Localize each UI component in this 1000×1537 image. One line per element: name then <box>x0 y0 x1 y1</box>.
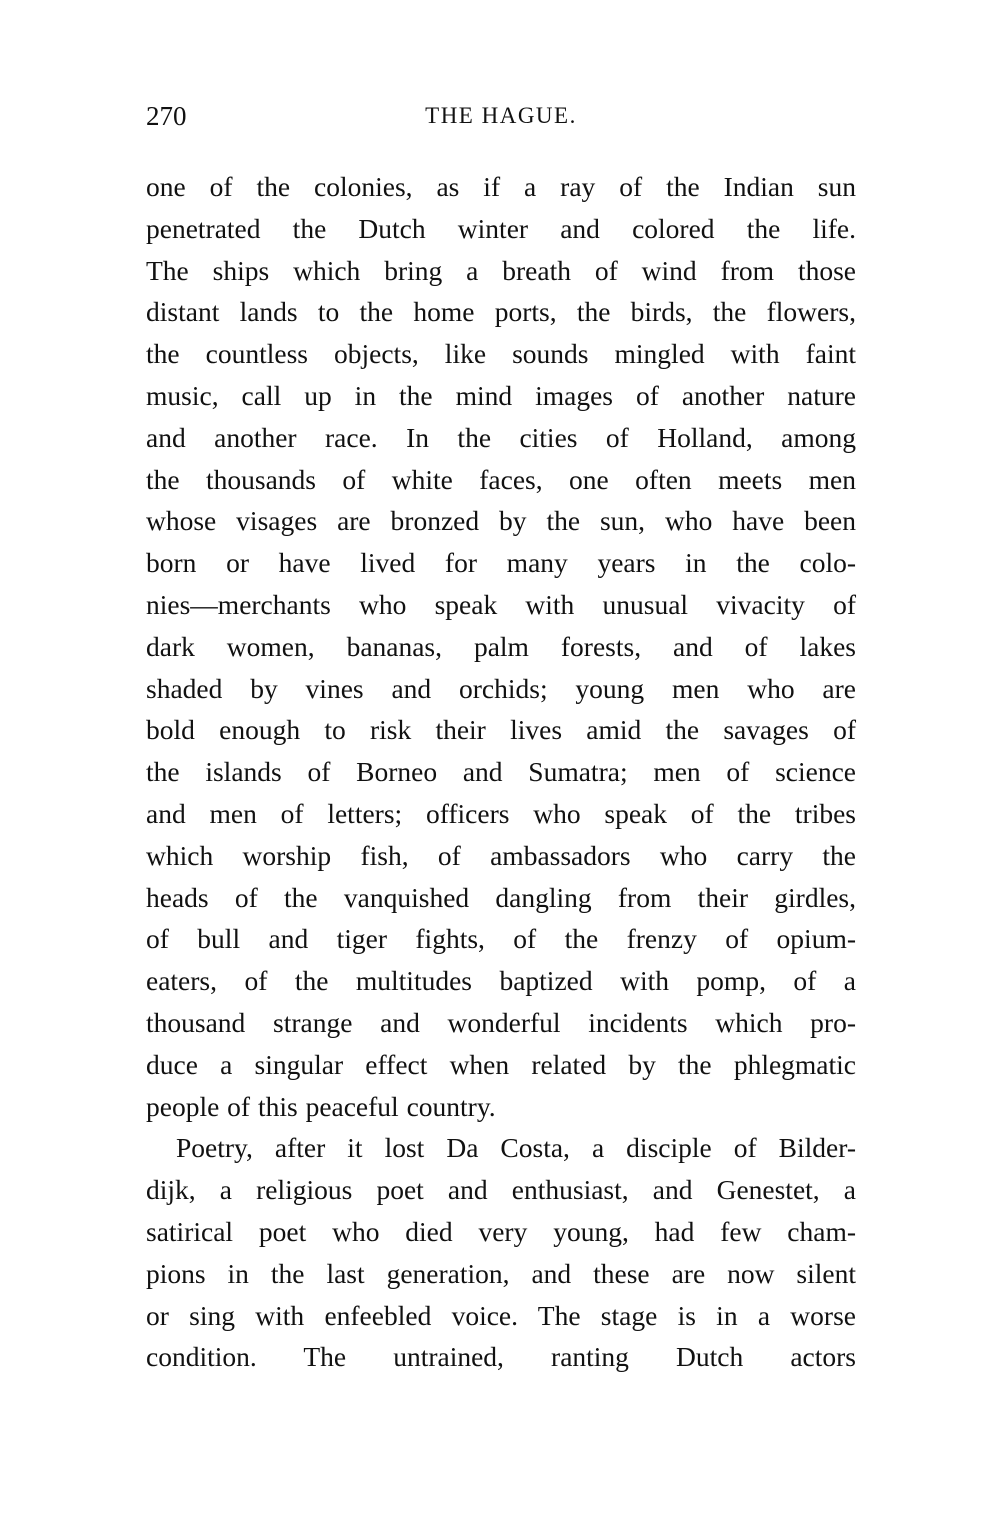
text-line: and another race. In the cities of Holland, among <box>146 421 856 453</box>
text-line: dark women, bananas, palm forests, and of lakes <box>146 630 856 662</box>
text-line: born or have lived for many years in the colo- <box>146 547 856 579</box>
text-line: which worship fish, of ambassadors who carry the <box>146 839 856 871</box>
text-line: eaters, of the multitudes baptized with pomp, of a <box>146 965 856 997</box>
running-head <box>146 98 856 134</box>
text-line: or sing with enfeebled voice. The stage is in a worse <box>146 1299 856 1331</box>
text-line: one of the colonies, as if a ray of the Indian sun <box>146 171 856 202</box>
text-line: thousand strange and wonderful incidents which pro- <box>146 1006 856 1038</box>
text-line: whose visages are bronzed by the sun, who have been <box>146 505 856 537</box>
text-line: pions in the last generation, and these are now silent <box>146 1257 856 1289</box>
body-text <box>146 166 856 1378</box>
text-line: distant lands to the home ports, the birds, the flowers, <box>146 296 856 328</box>
text-line: penetrated the Dutch winter and colored the life. <box>146 212 856 244</box>
text-line: The ships which bring a breath of wind from those <box>146 254 856 286</box>
text-line: the countless objects, like sounds mingled with faint <box>146 338 856 370</box>
text-line: condition. The untrained, ranting Dutch actors <box>146 1341 856 1373</box>
text-line: and men of letters; officers who speak of the tribes <box>146 797 856 829</box>
paragraph-start-line: Poetry, after it lost Da Costa, a disciple of Bilder- <box>176 1132 856 1164</box>
text-line: heads of the vanquished dangling from their girdles, <box>146 881 856 913</box>
running-title: THE HAGUE. <box>425 103 577 128</box>
text-line: shaded by vines and orchids; young men who are <box>146 672 856 704</box>
page-number: 270 <box>146 101 187 131</box>
paragraph-end-line: people of this peaceful country. <box>146 1090 496 1122</box>
text-line: satirical poet who died very young, had few cham- <box>146 1215 856 1247</box>
text-line: music, call up in the mind images of another nature <box>146 379 856 411</box>
text-line: bold enough to risk their lives amid the savages of <box>146 714 856 746</box>
text-line: duce a singular effect when related by the phlegmatic <box>146 1048 856 1080</box>
text-line: dijk, a religious poet and enthusiast, and Genestet, a <box>146 1174 856 1206</box>
text-line: the thousands of white faces, one often meets men <box>146 463 856 495</box>
text-line: nies—merchants who speak with unusual vivacity of <box>146 588 856 620</box>
text-line: the islands of Borneo and Sumatra; men of science <box>146 756 856 788</box>
text-line: of bull and tiger fights, of the frenzy of opium- <box>146 923 856 955</box>
